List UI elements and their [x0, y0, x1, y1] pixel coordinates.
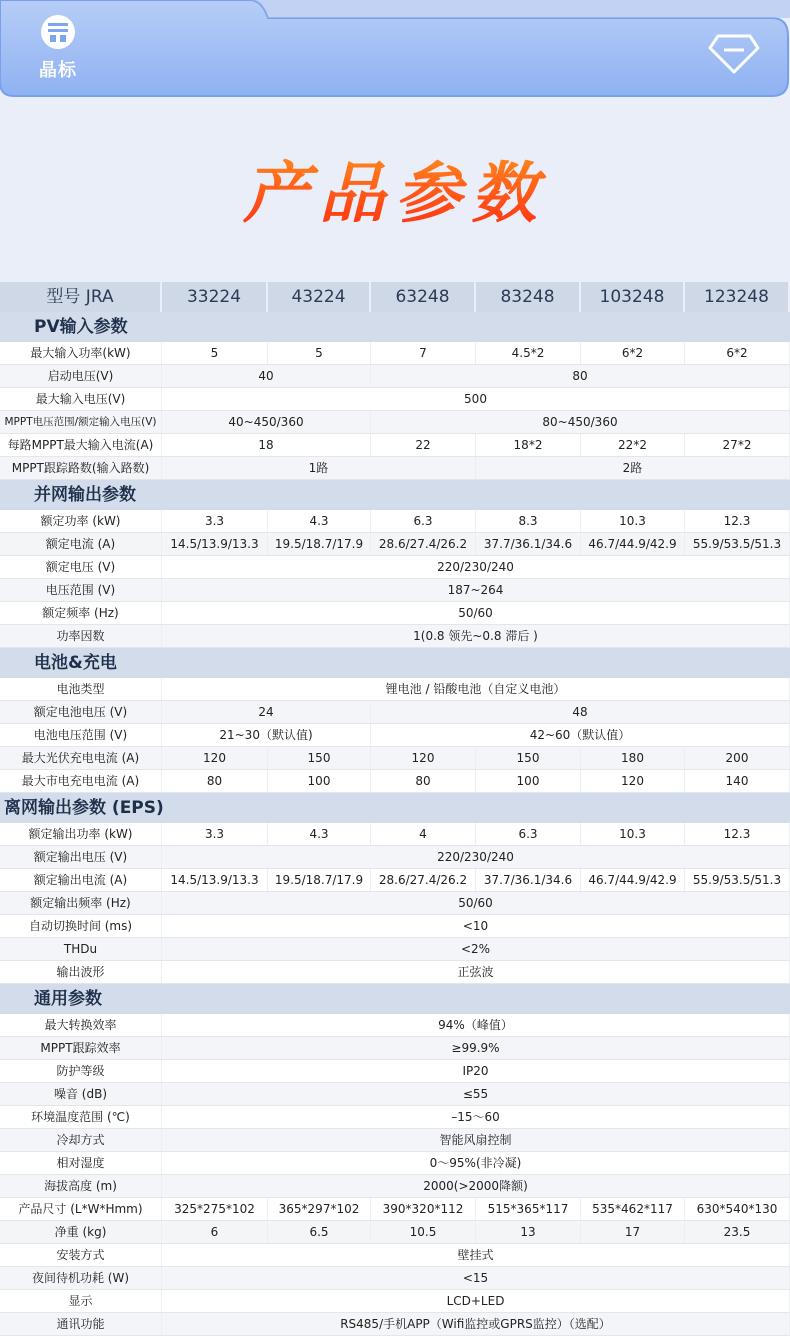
table-cell: 150 — [268, 747, 371, 769]
table-row — [0, 961, 790, 984]
table-row — [0, 1175, 790, 1198]
model-header-cell: 103248 — [581, 282, 685, 312]
model-header-cell: 63248 — [371, 282, 476, 312]
row-label: 功率因数 — [0, 625, 162, 647]
table-cell: 8.3 — [476, 510, 581, 532]
table-row — [0, 365, 790, 388]
table-cell: 6 — [162, 1221, 268, 1243]
table-cell: 37.7/36.1/34.6 — [476, 869, 581, 891]
table-row — [0, 938, 790, 961]
model-header-cell: 33224 — [162, 282, 268, 312]
section-title-grid: 并网输出参数 — [0, 480, 790, 510]
table-cell: 21~30（默认值) — [162, 724, 371, 746]
brand-name: 晶标 — [39, 60, 77, 81]
table-row — [0, 510, 790, 533]
table-cell: <15 — [162, 1267, 790, 1289]
table-row — [0, 1083, 790, 1106]
table-cell: 2000(>2000降额) — [162, 1175, 790, 1197]
table-cell: ≥99.9% — [162, 1037, 790, 1059]
row-label: 每路MPPT最大输入电流(A) — [0, 434, 162, 456]
table-row — [0, 770, 790, 793]
table-cell: 28.6/27.4/26.2 — [371, 869, 476, 891]
table-cell: 正弦波 — [162, 961, 790, 983]
table-row — [0, 1060, 790, 1083]
section-title-pv: PV输入参数 — [0, 312, 790, 342]
table-row — [0, 602, 790, 625]
row-label: 最大输入功率(kW) — [0, 342, 162, 364]
table-cell: ≤55 — [162, 1083, 790, 1105]
table-cell: 42~60（默认值） — [371, 724, 790, 746]
row-label: 海拔高度 (m) — [0, 1175, 162, 1197]
table-row — [0, 1221, 790, 1244]
table-row — [0, 434, 790, 457]
table-cell: 17 — [581, 1221, 685, 1243]
table-cell: 14.5/13.9/13.3 — [162, 869, 268, 891]
table-cell: 325*275*102 — [162, 1198, 268, 1220]
table-row — [0, 724, 790, 747]
row-label: MPPT跟踪效率 — [0, 1037, 162, 1059]
row-label: 额定输出频率 (Hz) — [0, 892, 162, 914]
table-row — [0, 388, 790, 411]
row-label: 防护等级 — [0, 1060, 162, 1082]
table-row — [0, 823, 790, 846]
table-cell: 46.7/44.9/42.9 — [581, 533, 685, 555]
table-cell: 140 — [685, 770, 790, 792]
row-label: 电池电压范围 (V) — [0, 724, 162, 746]
table-row — [0, 846, 790, 869]
table-cell: 3.3 — [162, 823, 268, 845]
row-label: 额定电压 (V) — [0, 556, 162, 578]
table-cell: 27*2 — [685, 434, 790, 456]
table-row — [0, 1313, 790, 1336]
table-cell: 55.9/53.5/51.3 — [685, 869, 790, 891]
table-cell: 4.5*2 — [476, 342, 581, 364]
table-cell: 365*297*102 — [268, 1198, 371, 1220]
table-cell: 14.5/13.9/13.3 — [162, 533, 268, 555]
row-label: THDu — [0, 938, 162, 960]
table-cell: 22 — [371, 434, 476, 456]
row-label: 环境温度范围 (℃) — [0, 1106, 162, 1128]
table-cell: 80 — [371, 365, 790, 387]
row-label: 额定电池电压 (V) — [0, 701, 162, 723]
table-cell: 220/230/240 — [162, 846, 790, 868]
row-label: 额定输出功率 (kW) — [0, 823, 162, 845]
table-row — [0, 1198, 790, 1221]
table-cell: 1(0.8 领先~0.8 滞后 ) — [162, 625, 790, 647]
table-cell: 10.3 — [581, 510, 685, 532]
table-cell: 40~450/360 — [162, 411, 371, 433]
row-label: MPPT电压范围/额定输入电压(V) — [0, 411, 162, 433]
table-cell: 6*2 — [581, 342, 685, 364]
table-cell: 120 — [371, 747, 476, 769]
table-row — [0, 457, 790, 480]
table-row — [0, 747, 790, 770]
table-row — [0, 556, 790, 579]
table-cell: 22*2 — [581, 434, 685, 456]
table-cell: 12.3 — [685, 823, 790, 845]
table-cell: 4 — [371, 823, 476, 845]
model-header-cell: 83248 — [476, 282, 581, 312]
table-cell: 40 — [162, 365, 371, 387]
top-banner — [0, 0, 790, 98]
table-cell: 630*540*130 — [685, 1198, 790, 1220]
table-cell: RS485/手机APP（Wifi监控或GPRS监控）（选配） — [162, 1313, 790, 1335]
row-label: 电池类型 — [0, 678, 162, 700]
row-label: 最大光伏充电电流 (A) — [0, 747, 162, 769]
page-title: 产品参数 — [0, 140, 790, 235]
table-row — [0, 869, 790, 892]
table-cell: 13 — [476, 1221, 581, 1243]
table-cell: 3.3 — [162, 510, 268, 532]
row-label: 夜间待机功耗 (W) — [0, 1267, 162, 1289]
row-label: 额定电流 (A) — [0, 533, 162, 555]
table-cell: 7 — [371, 342, 476, 364]
model-header-cell: 123248 — [685, 282, 790, 312]
table-cell: 100 — [268, 770, 371, 792]
table-cell: 180 — [581, 747, 685, 769]
table-row — [0, 1014, 790, 1037]
diamond-icon — [708, 32, 760, 76]
table-cell: 200 — [685, 747, 790, 769]
table-cell: 2路 — [476, 457, 790, 479]
table-cell: 150 — [476, 747, 581, 769]
table-cell: 6*2 — [685, 342, 790, 364]
table-row — [0, 411, 790, 434]
table-cell: 100 — [476, 770, 581, 792]
table-cell: –15～60 — [162, 1106, 790, 1128]
table-cell: 187~264 — [162, 579, 790, 601]
model-header-label: 型号 JRA — [0, 282, 162, 312]
row-label: 额定功率 (kW) — [0, 510, 162, 532]
table-cell: 120 — [581, 770, 685, 792]
table-header-row — [0, 282, 790, 312]
table-cell: 80~450/360 — [371, 411, 790, 433]
section-title-battery: 电池&充电 — [0, 648, 790, 678]
table-cell: 50/60 — [162, 892, 790, 914]
row-label: 额定频率 (Hz) — [0, 602, 162, 624]
table-cell: <2% — [162, 938, 790, 960]
table-row — [0, 625, 790, 648]
table-cell: 46.7/44.9/42.9 — [581, 869, 685, 891]
brand-logo — [30, 14, 86, 82]
table-cell: 12.3 — [685, 510, 790, 532]
table-row — [0, 533, 790, 556]
row-label: 额定输出电流 (A) — [0, 869, 162, 891]
table-cell: 24 — [162, 701, 371, 723]
table-cell: 80 — [162, 770, 268, 792]
table-cell: 94%（峰值） — [162, 1014, 790, 1036]
table-cell: 10.3 — [581, 823, 685, 845]
row-label: 启动电压(V) — [0, 365, 162, 387]
table-row — [0, 701, 790, 724]
row-label: 安装方式 — [0, 1244, 162, 1266]
table-cell: 55.9/53.5/51.3 — [685, 533, 790, 555]
table-row — [0, 1244, 790, 1267]
row-label: 电压范围 (V) — [0, 579, 162, 601]
table-cell: 28.6/27.4/26.2 — [371, 533, 476, 555]
row-label: 产品尺寸 (L*W*Hmm) — [0, 1198, 162, 1220]
table-cell: 18*2 — [476, 434, 581, 456]
table-cell: 锂电池 / 铅酸电池（自定义电池） — [162, 678, 790, 700]
table-cell: IP20 — [162, 1060, 790, 1082]
table-row — [0, 1037, 790, 1060]
table-cell: <10 — [162, 915, 790, 937]
table-cell: 390*320*112 — [371, 1198, 476, 1220]
table-cell: 壁挂式 — [162, 1244, 790, 1266]
table-row — [0, 1152, 790, 1175]
table-row — [0, 892, 790, 915]
table-cell: 4.3 — [268, 823, 371, 845]
table-cell: 0～95%(非冷凝) — [162, 1152, 790, 1174]
table-row — [0, 342, 790, 365]
table-cell: 535*462*117 — [581, 1198, 685, 1220]
row-label: 相对湿度 — [0, 1152, 162, 1174]
row-label: 显示 — [0, 1290, 162, 1312]
row-label: 额定输出电压 (V) — [0, 846, 162, 868]
section-title-general: 通用参数 — [0, 984, 790, 1014]
table-cell: 6.3 — [371, 510, 476, 532]
row-label: MPPT跟踪路数(输入路数) — [0, 457, 162, 479]
table-cell: 220/230/240 — [162, 556, 790, 578]
table-cell: 19.5/18.7/17.9 — [268, 533, 371, 555]
row-label: 噪音 (dB) — [0, 1083, 162, 1105]
row-label: 自动切换时间 (ms) — [0, 915, 162, 937]
row-label: 最大市电充电电流 (A) — [0, 770, 162, 792]
table-row — [0, 1129, 790, 1152]
table-row — [0, 1290, 790, 1313]
section-title-eps: 离网输出参数 (EPS) — [0, 793, 790, 823]
table-cell: 1路 — [162, 457, 476, 479]
table-cell: 4.3 — [268, 510, 371, 532]
table-row — [0, 915, 790, 938]
row-label: 冷却方式 — [0, 1129, 162, 1151]
banner-background — [0, 0, 790, 98]
model-header-cell: 43224 — [268, 282, 371, 312]
row-label: 最大输入电压(V) — [0, 388, 162, 410]
table-cell: 18 — [162, 434, 371, 456]
row-label: 输出波形 — [0, 961, 162, 983]
table-cell: 120 — [162, 747, 268, 769]
table-cell: 50/60 — [162, 602, 790, 624]
brand-emblem-icon — [40, 14, 76, 50]
table-row — [0, 1106, 790, 1129]
row-label: 最大转换效率 — [0, 1014, 162, 1036]
table-cell: 23.5 — [685, 1221, 790, 1243]
table-row — [0, 1267, 790, 1290]
spec-table — [0, 282, 790, 1336]
table-cell: 5 — [162, 342, 268, 364]
table-cell: 6.3 — [476, 823, 581, 845]
table-cell: 48 — [371, 701, 790, 723]
row-label: 通讯功能 — [0, 1313, 162, 1335]
table-cell: 智能风扇控制 — [162, 1129, 790, 1151]
table-cell: 10.5 — [371, 1221, 476, 1243]
table-cell: 6.5 — [268, 1221, 371, 1243]
table-cell: 80 — [371, 770, 476, 792]
table-row — [0, 678, 790, 701]
table-cell: 500 — [162, 388, 790, 410]
table-cell: LCD+LED — [162, 1290, 790, 1312]
table-cell: 37.7/36.1/34.6 — [476, 533, 581, 555]
table-cell: 515*365*117 — [476, 1198, 581, 1220]
table-row — [0, 579, 790, 602]
table-cell: 19.5/18.7/17.9 — [268, 869, 371, 891]
table-cell: 5 — [268, 342, 371, 364]
row-label: 净重 (kg) — [0, 1221, 162, 1243]
